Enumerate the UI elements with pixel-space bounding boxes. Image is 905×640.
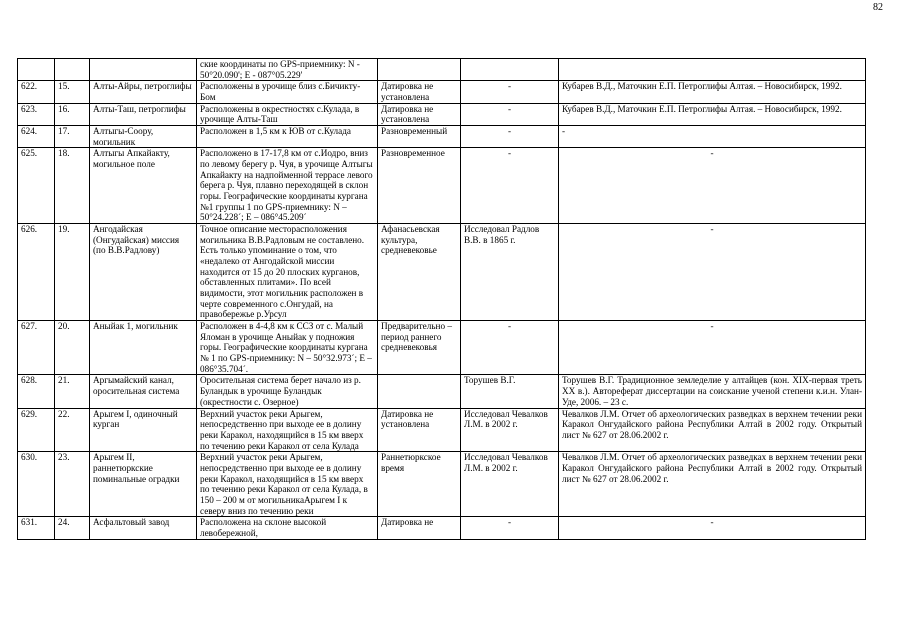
- monument-name: Алтыгы-Соору, могильник: [90, 126, 197, 148]
- monument-research: -: [461, 148, 559, 224]
- monument-location: Расположен в 4-4,8 км к ССЗ от с. Малый Яломан в урочище Аныйак у подножия горы. Географические координаты кургана № 1 по GPS-приемнику: N – 50°32.973´; E – 086°35.704´.: [197, 321, 378, 375]
- monument-research: Исследовал Радлов В.В. в 1865 г.: [461, 224, 559, 321]
- monument-location: Верхний участок реки Арыгем, непосредственно при выходе ее в долину реки Каракол, находящийся в 15 км вверх по течению реки Каракол от села Кулада, в 150 – 200 м от могильникаАрыгем I к северу вниз по течению реки: [197, 452, 378, 517]
- row-number: 624.: [18, 126, 55, 148]
- row-number: 626.: [18, 224, 55, 321]
- monument-research: -: [461, 103, 559, 125]
- monument-dating: [378, 59, 461, 81]
- row-number: 625.: [18, 148, 55, 224]
- row-number: 631.: [18, 517, 55, 539]
- row-number: [18, 59, 55, 81]
- row-subnumber: 22.: [55, 408, 90, 452]
- monument-dating: [378, 375, 461, 408]
- monument-research: -: [461, 517, 559, 539]
- monument-dating: Разновременный: [378, 126, 461, 148]
- monument-name: Аныйак 1, могильник: [90, 321, 197, 375]
- table-row: [18, 321, 866, 375]
- monument-dating: Раннетюркское время: [378, 452, 461, 517]
- monument-research: [461, 59, 559, 81]
- monument-research: -: [461, 126, 559, 148]
- monument-literature: -: [559, 148, 866, 224]
- monument-dating: Разновременное: [378, 148, 461, 224]
- row-subnumber: 23.: [55, 452, 90, 517]
- row-subnumber: 20.: [55, 321, 90, 375]
- table-row: [18, 148, 866, 224]
- monument-research: Исследовал Чевалков Л.М. в 2002 г.: [461, 408, 559, 452]
- monument-name: Ангодайская (Онгудайская) миссия (по В.В.Радлову): [90, 224, 197, 321]
- table-row: [18, 126, 866, 148]
- monument-dating: Датировка не установлена: [378, 408, 461, 452]
- monument-name: Асфальтовый завод: [90, 517, 197, 539]
- monument-location: Расположено в 17-17,8 км от с.Иодро, вниз по левому берегу р. Чуя, в урочище Алтыгы Апкайакту на надпойменной террасе левого берега р. Чуя, плавно переходящей в склон горы. Географические координаты кургана №1 группы 1 по GPS-приемнику: N – 50°24.228´; E – 086°45.209´: [197, 148, 378, 224]
- monument-literature: -: [559, 224, 866, 321]
- row-number: 623.: [18, 103, 55, 125]
- table-row: [18, 59, 866, 81]
- row-number: 622.: [18, 81, 55, 103]
- monument-name: Арыгем I, одиночный курган: [90, 408, 197, 452]
- monument-literature: Чевалков Л.М. Отчет об археологических разведках в верхнем течении реки Каракол Онгудайского района Республики Алтай в 2002 году. Открытый лист № 627 от 28.06.2002 г.: [559, 452, 866, 517]
- monument-name: Аргымайский канал, оросительная система: [90, 375, 197, 408]
- monument-location: Расположены в урочище близ с.Бичикту-Бом: [197, 81, 378, 103]
- monument-dating: Афанасьевская культура, средневековье: [378, 224, 461, 321]
- monument-dating: Датировка не: [378, 517, 461, 539]
- monument-location: Оросительная система берет начало из р. Буландык в урочище Буландык (окрестности с. Озерное): [197, 375, 378, 408]
- table-row: [18, 103, 866, 125]
- page-number: 82: [873, 2, 883, 13]
- monument-literature: [559, 59, 866, 81]
- monument-research: -: [461, 321, 559, 375]
- row-subnumber: 15.: [55, 81, 90, 103]
- monument-research: Исследовал Чевалков Л.М. в 2002 г.: [461, 452, 559, 517]
- table-row: [18, 81, 866, 103]
- monument-literature: Кубарев В.Д., Маточкин Е.П. Петроглифы Алтая. – Новосибирск, 1992.: [559, 81, 866, 103]
- monument-location: Расположен в 1,5 км к ЮВ от с.Кулада: [197, 126, 378, 148]
- row-subnumber: [55, 59, 90, 81]
- table-row: [18, 408, 866, 452]
- monument-name: Алты-Айры, петроглифы: [90, 81, 197, 103]
- monument-literature: -: [559, 126, 866, 148]
- row-subnumber: 18.: [55, 148, 90, 224]
- row-subnumber: 17.: [55, 126, 90, 148]
- monuments-table: [17, 58, 866, 540]
- row-subnumber: 21.: [55, 375, 90, 408]
- monument-name: Алты-Таш, петроглифы: [90, 103, 197, 125]
- table-row: [18, 452, 866, 517]
- monument-location: Точное описание месторасположения могильника В.В.Радловым не составлено. Есть только упоминание о том, что «недалеко от Ангодайской миссии находится от 15 до 20 плоских курганов, обставленных плитами». По всей видимости, этот могильник расположен в черте современного с.Онгудай, на правобережье р.Урсул: [197, 224, 378, 321]
- monument-literature: Чевалков Л.М. Отчет об археологических разведках в верхнем течении реки Каракол Онгудайского района Республики Алтай в 2002 году. Открытый лист № 627 от 28.06.2002 г.: [559, 408, 866, 452]
- monument-dating: Предварительно –период раннего средневековья: [378, 321, 461, 375]
- row-subnumber: 16.: [55, 103, 90, 125]
- row-subnumber: 24.: [55, 517, 90, 539]
- monument-location: Расположена на склоне высокой левобережной,: [197, 517, 378, 539]
- row-number: 630.: [18, 452, 55, 517]
- table-row: [18, 224, 866, 321]
- table-row: [18, 375, 866, 408]
- row-number: 627.: [18, 321, 55, 375]
- monument-location: Верхний участок реки Арыгем, непосредственно при выходе ее в долину реки Каракол, находящийся в 15 км вверх по течению реки Каракол от села Кулада: [197, 408, 378, 452]
- row-number: 629.: [18, 408, 55, 452]
- monument-location: Расположены в окрестностях с.Кулада, в урочище Алты-Таш: [197, 103, 378, 125]
- row-subnumber: 19.: [55, 224, 90, 321]
- monument-name: Арыгем II, раннетюркские поминальные оградки: [90, 452, 197, 517]
- monument-research: -: [461, 81, 559, 103]
- monument-name: Алтыгы Апкайакту, могильное поле: [90, 148, 197, 224]
- monument-literature: -: [559, 321, 866, 375]
- monument-literature: Торушев В.Г. Традиционное земледелие у алтайцев (кон. XIX-первая треть XX в.). Автореферат диссертации на соискание ученой степени к.и.н. Улан-Уде, 2006. – 23 с.: [559, 375, 866, 408]
- monument-literature: Кубарев В.Д., Маточкин Е.П. Петроглифы Алтая. – Новосибирск, 1992.: [559, 103, 866, 125]
- monument-name: [90, 59, 197, 81]
- row-number: 628.: [18, 375, 55, 408]
- monument-location: ские координаты по GPS-приемнику: N - 50°20.090'; E - 087°05.229': [197, 59, 378, 81]
- monument-dating: Датировка не установлена: [378, 81, 461, 103]
- monument-research: Торушев В.Г.: [461, 375, 559, 408]
- monument-dating: Датировка не установлена: [378, 103, 461, 125]
- table-row: [18, 517, 866, 539]
- monument-literature: -: [559, 517, 866, 539]
